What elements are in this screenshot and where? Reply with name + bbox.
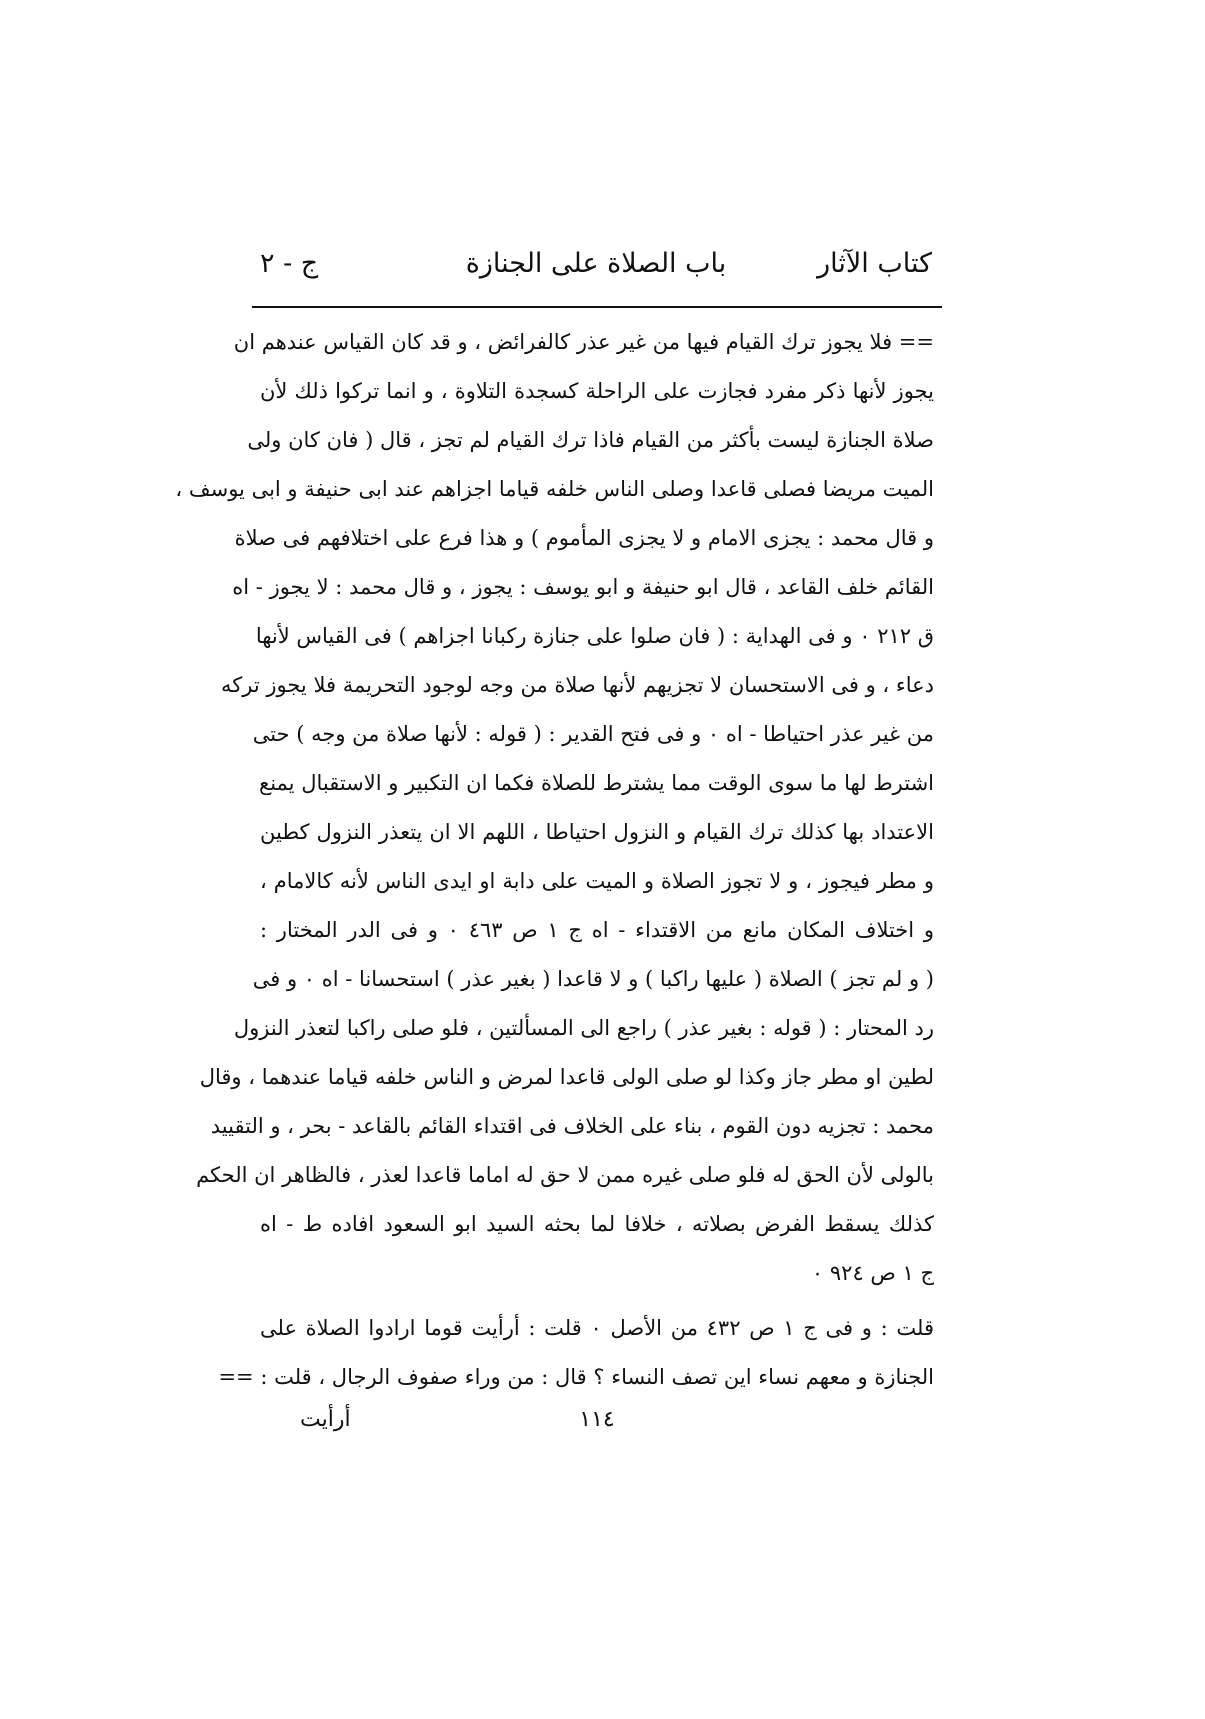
text-line: كذلك يسقط الفرض بصلاته ، خلافا لما بحثه السيد ابو السعود افاده ط - اه bbox=[260, 1212, 934, 1236]
text-line: لطين او مطر جاز وكذا لو صلى الولى قاعدا لمرض و الناس خلفه قياما عندهما ، وقال bbox=[199, 1065, 934, 1089]
text-line: بالولى لأن الحق له فلو صلى غيره ممن لا حق له اماما قاعدا لعذر ، فالظاهر ان الحكم bbox=[196, 1163, 934, 1187]
text-line: محمد : تجزيه دون القوم ، بناء على الخلاف فى اقتداء القائم بالقاعد - بحر ، و التقييد bbox=[210, 1114, 934, 1138]
text-line: من غير عذر احتياطا - اه ٠ و فى فتح القدير : ( قوله : لأنها صلاة من وجه ) حتى bbox=[252, 722, 934, 746]
book-title: كتاب الآثار bbox=[817, 248, 932, 279]
text-line: رد المحتار : ( قوله : بغير عذر ) راجع الى المسألتين ، فلو صلى راكبا لتعذر النزول bbox=[233, 1016, 934, 1040]
text-line: و قال محمد : يجزى الامام و لا يجزى المأموم ) و هذا فرع على اختلافهم فى صلاة bbox=[234, 526, 934, 550]
text-line: و مطر فيجوز ، و لا تجوز الصلاة و الميت على دابة او ايدى الناس لأنه كالامام ، bbox=[260, 869, 934, 893]
commentary-text bbox=[175, 318, 935, 1402]
text-line: دعاء ، و فى الاستحسان لا تجزيهم لأنها صلاة من وجه لوجود التحريمة فلا يجوز تركه bbox=[221, 673, 934, 697]
text-line: الاعتداد بها كذلك ترك القيام و النزول احتياطا ، اللهم الا ان يتعذر النزول كطين bbox=[260, 820, 934, 844]
chapter-title: باب الصلاة على الجنازة bbox=[465, 248, 727, 279]
page-number: ١١٤ bbox=[579, 1407, 615, 1432]
running-header bbox=[260, 248, 932, 296]
text-line: ( و لم تجز ) الصلاة ( عليها راكبا ) و لا قاعدا ( بغير عذر ) استحسانا - اه ٠ و فى bbox=[252, 967, 934, 991]
text-line: يجوز لأنها ذكر مفرد فجازت على الراحلة كسجدة التلاوة ، و انما تركوا ذلك لأن bbox=[260, 379, 934, 403]
text-line: == فلا يجوز ترك القيام فيها من غير عذر كالفرائض ، و قد كان القياس عندهم ان bbox=[233, 330, 934, 354]
catchword: أرأيت bbox=[300, 1407, 351, 1432]
volume-number: ج - ٢ bbox=[260, 248, 319, 279]
page-footer bbox=[260, 1407, 934, 1451]
text-line: و اختلاف المكان مانع من الاقتداء - اه ج ١ ص ٤٦٣ ٠ و فى الدر المختار : bbox=[260, 918, 935, 942]
qult-line: الجنازة و معهم نساء اين تصف النساء ؟ قال : من وراء صفوف الرجال ، قلت : == bbox=[218, 1365, 934, 1389]
header-divider bbox=[252, 306, 942, 308]
text-line: الميت مريضا فصلى قاعدا وصلى الناس خلفه قياما اجزاهم عند ابى حنيفة و ابى يوسف ، bbox=[175, 477, 934, 501]
text-line: ج ١ ص ٩٢٤ ٠ bbox=[811, 1261, 934, 1285]
text-line: ق ٢١٢ ٠ و فى الهداية : ( فان صلوا على جنازة ركبانا اجزاهم ) فى القياس لأنها bbox=[255, 624, 934, 648]
qult-line: قلت : و فى ج ١ ص ٤٣٢ من الأصل ٠ قلت : أرأيت قوما ارادوا الصلاة على bbox=[260, 1316, 934, 1340]
text-line: اشترط لها ما سوى الوقت مما يشترط للصلاة فكما ان التكبير و الاستقبال يمنع bbox=[259, 771, 934, 795]
text-line: صلاة الجنازة ليست بأكثر من القيام فاذا ترك القيام لم تجز ، قال ( فان كان ولى bbox=[247, 428, 934, 452]
text-line: القائم خلف القاعد ، قال ابو حنيفة و ابو يوسف : يجوز ، و قال محمد : لا يجوز - اه bbox=[232, 575, 934, 599]
